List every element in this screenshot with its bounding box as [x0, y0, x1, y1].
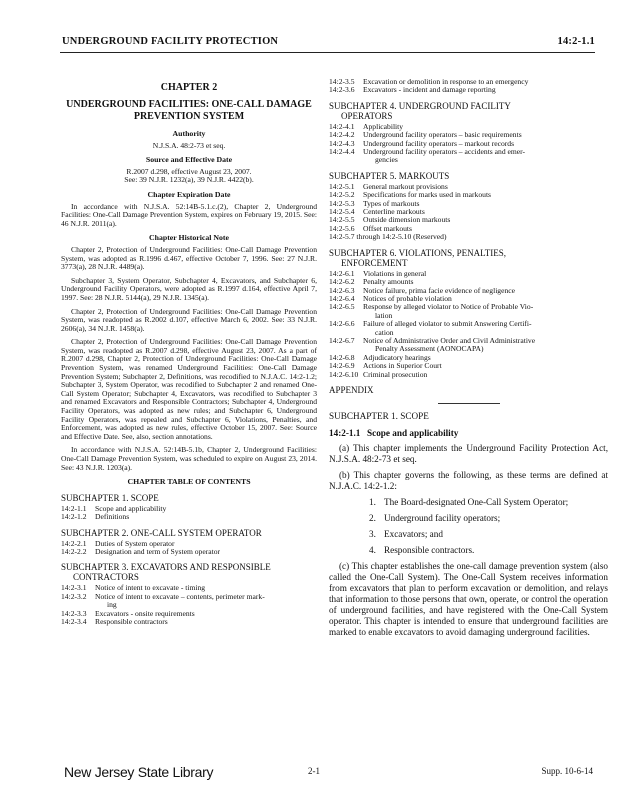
chapter-number: CHAPTER 2	[160, 82, 218, 93]
header-rule	[60, 52, 595, 53]
toc-entry[interactable]: 14:2-1.1 Scope and applicability	[61, 503, 167, 513]
toc-entry[interactable]: 14:2-5.3 Types of markouts	[329, 198, 420, 208]
toc-subchapter-heading: SUBCHAPTER 4. UNDERGROUND FACILITY OPERATORS	[329, 100, 511, 121]
toc-entry[interactable]: 14:2-6.8 Adjudicatory hearings	[329, 352, 431, 362]
toc-subchapter-heading: SUBCHAPTER 3. EXCAVATORS AND RESPONSIBLE CONTRACTORS	[61, 562, 271, 583]
section-heading: 14:2-1.1 Scope and applicability	[329, 427, 459, 438]
toc-subchapter-heading: SUBCHAPTER 5. MARKOUTS	[329, 170, 450, 181]
toc-entry[interactable]: 14:2-6.3 Notice failure, prima facie evidence of negligence	[329, 285, 516, 295]
toc-entry[interactable]: 14:2-3.1 Notice of intent to excavate - timing	[61, 583, 206, 593]
right-column	[329, 78, 608, 643]
supplement-date: Supp. 10-6-14	[541, 766, 593, 776]
history-paragraph: Chapter 2, Protection of Underground Facilities: One-Call Damage Prevention System, was readopted as R.2002 d.107, effective March 6, 2002. See: 33 N.J.R. 2606(a), 34 N.J.R. 1458(a).	[61, 306, 317, 333]
toc-entry[interactable]: 14:2-5.2 Specifications for marks used in markouts	[329, 190, 492, 200]
toc-entry[interactable]: 14:2-3.3 Excavators - onsite requirements	[61, 608, 195, 618]
toc-entry[interactable]: 14:2-6.5 Response by alleged violator to Notice of Probable Vio- lation	[329, 302, 534, 320]
list-item: 1. The Board-designated One-Call System Operator;	[369, 497, 569, 508]
expiration-heading: Chapter Expiration Date	[147, 189, 231, 199]
paragraph-b: (b) This chapter governs the following, as these terms are defined at N.J.A.C. 14:2-1.2:	[329, 470, 608, 492]
toc-entry[interactable]: 14:2-3.2 Notice of intent to excavate – contents, perimeter mark- ing	[61, 591, 265, 610]
body-subchapter-heading: SUBCHAPTER 1. SCOPE	[329, 410, 429, 421]
chapter-title: UNDERGROUND FACILITIES: ONE-CALL DAMAGE PREVENTION SYSTEM	[66, 99, 312, 122]
toc-entry[interactable]: 14:2-6.9 Actions in Superior Court	[329, 361, 442, 371]
section-divider	[438, 403, 500, 404]
toc-entry[interactable]: 14:2-4.1 Applicability	[329, 121, 404, 131]
page-number: 2-1	[308, 766, 320, 776]
paragraph-a: (a) This chapter implements the Underground Facility Protection Act, N.J.S.A. 48:2-73 et seq.	[329, 443, 608, 465]
toc-entry[interactable]: 14:2-5.1 General markout provisions	[329, 181, 448, 191]
header-title: UNDERGROUND FACILITY PROTECTION	[62, 36, 279, 47]
toc-entry[interactable]: 14:2-6.4 Notices of probable violation	[329, 293, 452, 303]
authority-text: N.J.S.A. 48:2-73 et seq.	[152, 140, 226, 150]
toc-heading: CHAPTER TABLE OF CONTENTS	[127, 477, 251, 487]
header-section: 14:2-1.1	[557, 36, 595, 47]
source-heading: Source and Effective Date	[145, 155, 233, 165]
history-paragraph: Chapter 2, Protection of Underground Facilities: One-Call Damage Prevention System, was adopted as R.1996 d.467, effective October 7, 1996. See: 27 N.J.R. 3773(a), 28 N.J.R. 4489(a).	[61, 244, 317, 272]
history-heading: Chapter Historical Note	[149, 233, 229, 243]
toc-appendix[interactable]: APPENDIX	[329, 384, 374, 395]
toc-subchapter-heading: SUBCHAPTER 6. VIOLATIONS, PENALTIES, ENFORCEMENT	[329, 247, 507, 268]
toc-entry[interactable]: 14:2-4.2 Underground facility operators – basic requirements	[329, 130, 522, 140]
history-paragraph: Chapter 2, Protection of Underground Facilities: One-Call Damage Prevention System, was readopted as R.2007 d.298, effective August 23, 2007. As a part of R.2007 d.298, Chapter 2, Protection of Underground Facilities: One-Call Damage Prevention System, was renamed Underground Facilities: One-Call Damage Prevention System; Subchapter 2, Definitions, was recodified to N.J.A.C. 14:2-1.2; Subchapter 3, System Operator, was recodified to Subchapter 2 and renamed One-Call System Operator; Subchapter 4, Excavators, was recodified to Subchapter 3 and renamed Excavators and Responsible Contractors; Subchapter 4, Underground Facility Operators, was adopted as new rules; and Subchapter 6, Underground Facility Operators, was repealed and Subchapter 6, Violations, Penalties, and Enforcement, was adopted as new rules, effective October 15, 2007. See: Source and Effective Date. See, also, section annotations.	[61, 337, 317, 441]
toc-entry[interactable]: 14:2-6.10 Criminal prosecution	[329, 369, 428, 379]
toc-entry[interactable]: 14:2-3.6 Excavators - incident and damage reporting	[329, 85, 496, 95]
toc-entry[interactable]: 14:2-5.6 Offset markouts	[329, 223, 412, 233]
toc-entry-reserved: 14:2-5.7 through 14:2-5.10 (Reserved)	[329, 232, 447, 242]
toc-entry[interactable]: 14:2-4.4 Underground facility operators – accidents and emer- gencies	[329, 147, 526, 165]
source-line: See: 39 N.J.R. 1232(a), 39 N.J.R. 4422(b).	[124, 175, 254, 185]
toc-entry[interactable]: 14:2-3.4 Responsible contractors	[61, 617, 168, 627]
toc-entry[interactable]: 14:2-3.5 Excavation or demolition in response to an emergency	[329, 77, 529, 86]
history-paragraph: Subchapter 3, System Operator, Subchapter 4, Excavators, and Subchapter 6, Underground Facility Operators, were adopted as R.1997 d.164, effective April 7, 1997. See: 28 N.J.R. 5144(a), 29 N.J.R. 1345(a).	[61, 275, 317, 302]
left-column	[61, 78, 317, 626]
toc-subchapter-heading: SUBCHAPTER 1. SCOPE	[61, 492, 159, 503]
toc-entry[interactable]: 14:2-4.3 Underground facility operators – markout records	[329, 138, 515, 148]
toc-entry[interactable]: 14:2-2.1 Duties of System operator	[61, 538, 175, 548]
expiration-text: In accordance with N.J.S.A. 52:14B-5.1.c.(2), Chapter 2, Underground Facilities: One-Call Damage Prevention System, expires on February 19, 2015. See: 46 N.J.R. 2011(a).	[61, 201, 317, 228]
toc-entry[interactable]: 14:2-1.2 Definitions	[61, 512, 130, 522]
running-header	[62, 36, 595, 50]
list-item: 4. Responsible contractors.	[369, 545, 475, 556]
toc-subchapter-heading: SUBCHAPTER 2. ONE-CALL SYSTEM OPERATOR	[61, 527, 262, 538]
source-line: R.2007 d.298, effective August 23, 2007.	[126, 166, 252, 176]
history-paragraph: In accordance with N.J.S.A. 52:14B-5.1b, Chapter 2, Underground Facilities: One-Call Damage Prevention System, was scheduled to expire on August 23, 2014. See: 43 N.J.R. 1203(a).	[61, 445, 317, 472]
toc-entry[interactable]: 14:2-6.2 Penalty amounts	[329, 277, 414, 287]
list-item: 2. Underground facility operators;	[369, 513, 501, 524]
library-watermark: New Jersey State Library	[64, 764, 214, 780]
authority-heading: Authority	[172, 129, 206, 138]
toc-entry[interactable]: 14:2-5.4 Centerline markouts	[329, 207, 425, 217]
paragraph-c: (c) This chapter establishes the one-call damage prevention system (also called the One-Call System). The One-Call System receives information from excavators that plan to perform excavation or demolition, and relays that information to those persons that own, operate, or control the operation of underground facilities, and have registered with the One-Call System operator. This chapter is intended to ensure that underground facilities are marked to enable excavators to avoid damaging underground facilities.	[329, 561, 608, 638]
toc-entry[interactable]: 14:2-2.2 Designation and term of System operator	[61, 547, 221, 556]
list-item: 3. Excavators; and	[369, 529, 443, 540]
toc-entry[interactable]: 14:2-5.5 Outside dimension markouts	[329, 215, 451, 225]
toc-entry[interactable]: 14:2-6.1 Violations in general	[329, 268, 427, 278]
page-footer	[0, 764, 619, 788]
toc-entry[interactable]: 14:2-6.7 Notice of Administrative Order and Civil Administrative Penalty Assessment (AONOCAPA)	[329, 335, 536, 354]
toc-entry[interactable]: 14:2-6.6 Failure of alleged violator to submit Answering Certifi- cation	[329, 319, 532, 337]
